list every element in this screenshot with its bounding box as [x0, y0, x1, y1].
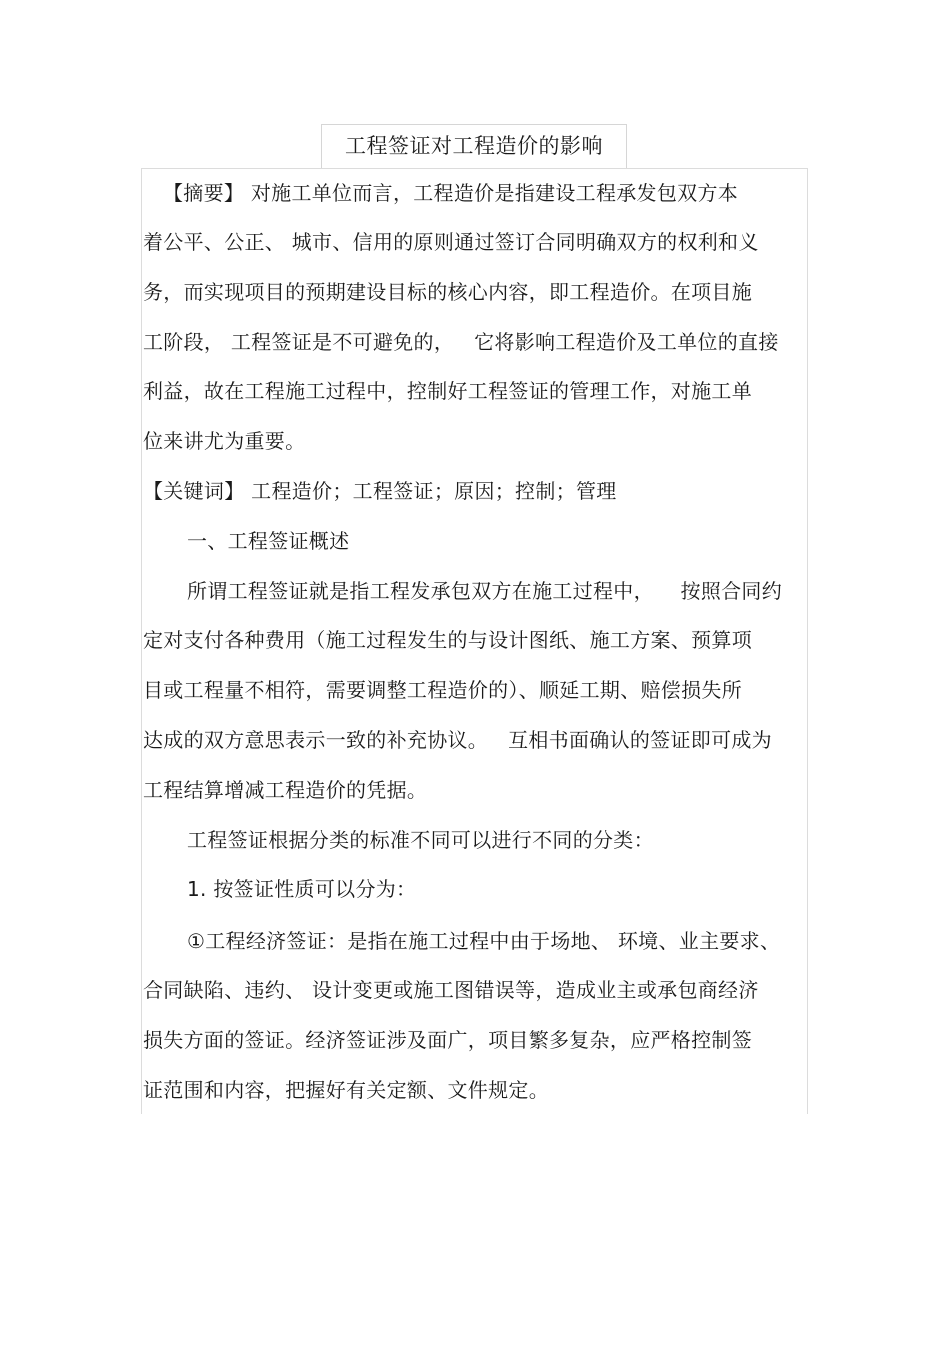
text-line: 工阶段， 工程签证是不可避免的， 它将影响工程造价及工单位的直接 — [143, 330, 779, 354]
text-line: 所谓工程签证就是指工程发承包双方在施工过程中， 按照合同约 — [187, 579, 783, 603]
list-heading: 1. 按签证性质可以分为： — [187, 877, 417, 901]
text-line: 目或工程量不相符，需要调整工程造价的）、顺延工期、赔偿损失所 — [143, 678, 742, 702]
document-title: 工程签证对工程造价的影响 — [345, 134, 603, 158]
text-line: 工程签证根据分类的标准不同可以进行不同的分类： — [187, 828, 654, 852]
text-line: 着公平、公正、 城市、信用的原则通过签订合同明确双方的权利和义 — [143, 230, 759, 254]
text-line: 【摘要】 对施工单位而言，工程造价是指建设工程承发包双方本 — [163, 181, 739, 205]
text-line: 利益，故在工程施工过程中，控制好工程签证的管理工作，对施工单 — [143, 379, 752, 403]
text-line: 位来讲尤为重要。 — [143, 429, 306, 453]
text-line: 达成的双方意思表示一致的补充协议。 互相书面确认的签证即可成为 — [143, 728, 772, 752]
text-line: 定对支付各种费用（施工过程发生的与设计图纸、施工方案、预算项 — [143, 628, 752, 652]
text-line: 合同缺陷、违约、 设计变更或施工图错误等，造成业主或承包商经济 — [143, 978, 759, 1002]
text-line: 证范围和内容，把握好有关定额、文件规定。 — [143, 1078, 549, 1102]
text-line: ①工程经济签证：是指在施工过程中由于场地、 环境、业主要求、 — [187, 929, 781, 953]
text-line: 务，而实现项目的预期建设目标的核心内容，即工程造价。在项目施 — [143, 280, 752, 304]
text-line: 工程结算增减工程造价的凭据。 — [143, 778, 428, 802]
keywords-line: 【关键词】 工程造价；工程签证；原因；控制；管理 — [143, 479, 617, 503]
section-heading: 一、工程签证概述 — [187, 529, 350, 553]
text-line: 损失方面的签证。经济签证涉及面广，项目繁多复杂，应严格控制签 — [143, 1028, 752, 1052]
